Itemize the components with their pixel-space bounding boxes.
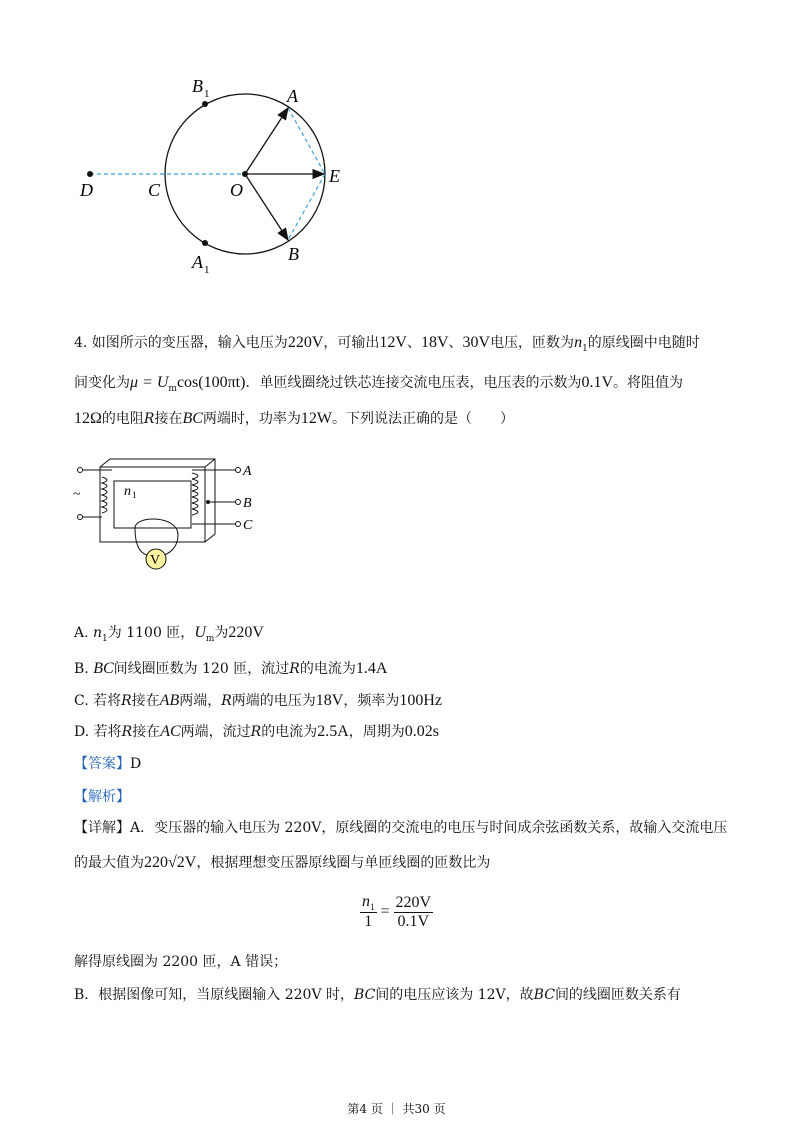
answer: [74, 753, 141, 773]
answer-value: D: [130, 756, 142, 772]
dashed-line-ae: [288, 108, 325, 174]
question-line-3: 12Ω的电阻R接在BC两端时，功率为12W。下列说法正确的是（ ）: [74, 410, 514, 427]
detail-line-4: B．根据图像可知，当原线圈输入 220V 时，BC间的电压应该为 12V，故BC间的线圈匝数关系有: [74, 987, 681, 1003]
label-b: B: [288, 244, 299, 264]
answer-label: 【答案】: [74, 756, 130, 772]
label-a: A: [287, 86, 298, 106]
label-n1-sub: 1: [132, 490, 137, 500]
detail-line-1: 【详解】A．变压器的输入电压为 220V，原线圈的交流电的电压与时间成余弦函数关系，故输入交流电压: [74, 820, 728, 836]
label-o: O: [230, 180, 243, 200]
voltmeter-label: V: [150, 553, 161, 568]
option-d: D. 若将R接在AC两端，流过R的电流为2.5A，周期为0.02s: [74, 723, 439, 740]
option-c: C. 若将R接在AB两端，R两端的电压为18V，频率为100Hz: [74, 692, 442, 709]
question-line-1: 4. 如图所示的变压器，输入电压为220V，可输出12V、18V、30V电压，匝数为$n_1$的原线圈中电随时: [74, 334, 700, 354]
terminal-c: C: [243, 518, 253, 533]
turns-ratio-equation: $\frac{n_1}{1}$ = $\frac{220V}{0.1V}$: [362, 893, 432, 931]
label-c: C: [148, 180, 161, 200]
transformer-figure: [0, 445, 793, 585]
arrow-oa: [245, 108, 288, 174]
page-footer: 第4 页 ｜ 共30 页: [347, 1102, 446, 1116]
terminal-b: B: [243, 496, 252, 511]
label-b1: B: [192, 76, 203, 96]
arrow-ob: [245, 174, 288, 240]
label-d: D: [80, 180, 93, 200]
label-n1: n: [124, 484, 131, 499]
label-a1: A: [192, 252, 203, 272]
detail-line-2: 的最大值为220√2V，根据理想变压器原线圈与单匝线圈的匝数比为: [74, 854, 491, 871]
terminal-a: A: [243, 464, 252, 479]
question-line-2: 间变化为$\mu = U_m\cos(100\pi t)$．单匝线圈绕过铁芯连接交流电压表，电压表的示数为0.1V。将阻值为: [74, 374, 684, 394]
ac-symbol: ~: [73, 487, 81, 502]
label-a1-sub: 1: [204, 264, 210, 276]
circle-figure: [0, 0, 793, 300]
detail-line-3: 解得原线圈为 2200 匝，A 错误；: [74, 954, 288, 970]
dashed-line-eb: [288, 174, 325, 240]
label-e: E: [329, 166, 340, 186]
option-b: B. BC间线圈匝数为 120 匝，流过R的电流为1.4A: [74, 660, 388, 677]
option-a: A. $n_1$为 1100 匝，$U_m$为220V: [74, 624, 264, 644]
analysis-label: 【解析】: [74, 789, 130, 805]
label-b1-sub: 1: [204, 88, 210, 100]
